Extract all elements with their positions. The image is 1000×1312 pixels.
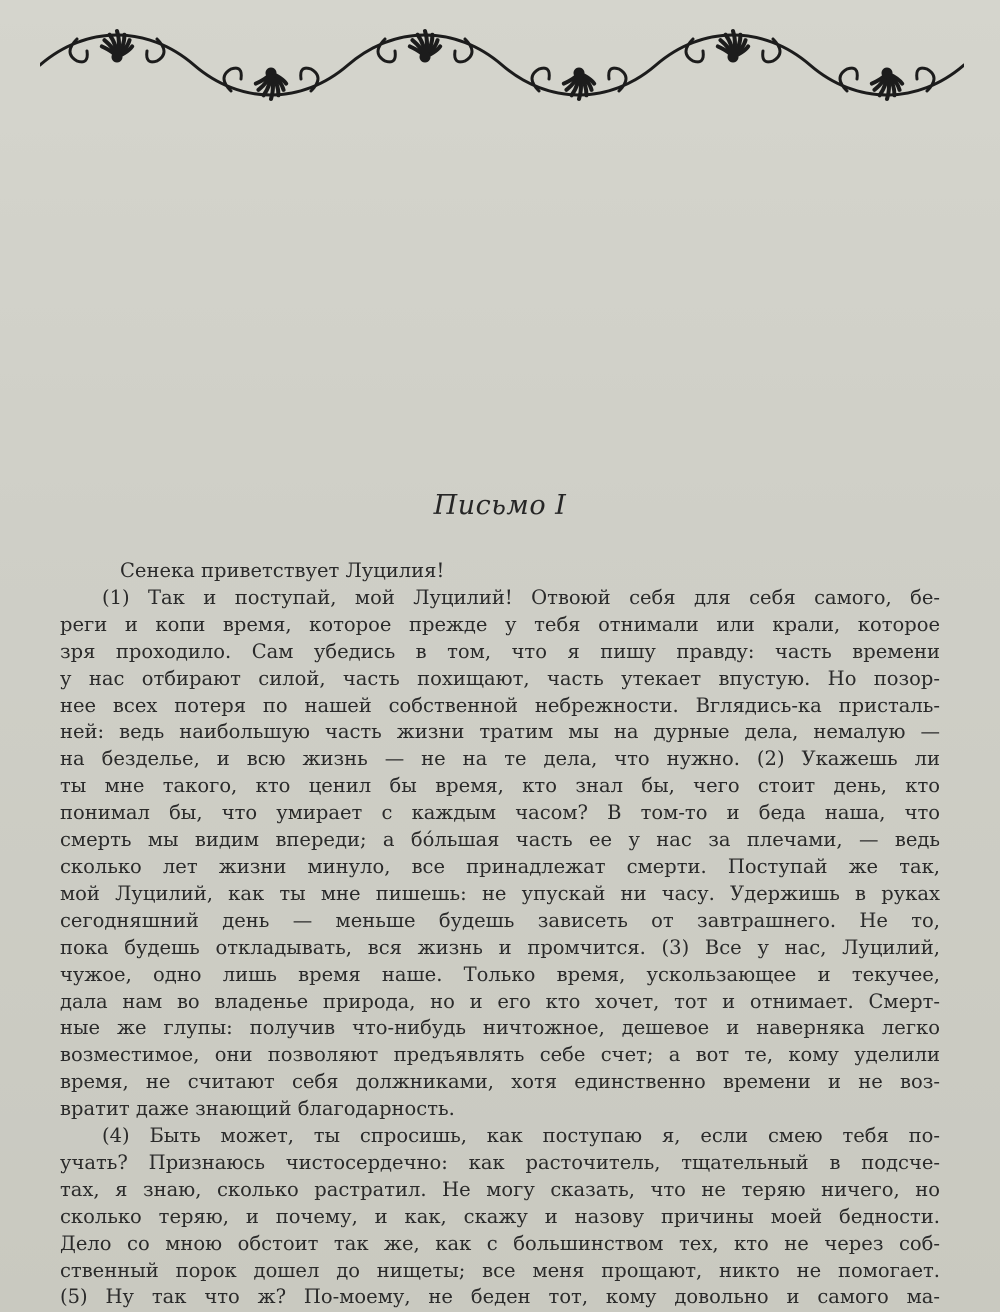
- text-line: ты мне такого, кто ценил бы время, кто знал бы, чего стоит день, кто: [60, 774, 940, 798]
- text-line: нее всех потеря по нашей собственной небрежности. Вглядись-ка присталь-: [60, 693, 940, 717]
- text-line: (1) Так и поступай, мой Луцилий! Отвоюй себя для себя самого, бе-: [102, 585, 940, 609]
- text-line: (4) Быть может, ты спросишь, как поступаю я, если смею тебя по-: [102, 1124, 940, 1148]
- text-line: сколько теряю, и почему, и как, скажу и назову причины моей бедности.: [60, 1204, 940, 1228]
- palmette-scroll-border-icon: [40, 10, 964, 120]
- text-line: Дело со мною обстоит так же, как с большинством тех, кто не через соб-: [60, 1231, 940, 1255]
- text-line: мой Луцилий, как ты мне пишешь: не упускай ни часу. Удержишь в руках: [60, 881, 940, 905]
- text-line: на безделье, и всю жизнь — не на те дела, что нужно. (2) Укажешь ли: [60, 747, 940, 771]
- text-line: ственный порок дошел до нищеты; все меня прощают, никто не помогает.: [60, 1258, 940, 1282]
- greeting-line: Сенека приветствует Луцилия!: [120, 559, 445, 582]
- text-line: у нас отбирают силой, часть похищают, часть утекает впустую. Но позор-: [60, 666, 940, 690]
- text-line: сколько лет жизни минуло, все принадлежат смерти. Поступай же так,: [60, 854, 940, 878]
- text-line: время, не считают себя должниками, хотя единственно времени и не воз-: [60, 1070, 940, 1094]
- text-line: чужое, одно лишь время наше. Только время, ускользающее и текучее,: [60, 962, 940, 986]
- text-line: тах, я знаю, сколько растратил. Не могу сказать, что не теряю ничего, но: [60, 1177, 940, 1201]
- text-line: пока будешь откладывать, вся жизнь и промчится. (3) Все у нас, Луцилий,: [60, 935, 940, 959]
- letter-body: [60, 558, 940, 1311]
- text-line: ней: ведь наибольшую часть жизни тратим мы на дурные дела, немалую —: [60, 720, 940, 744]
- text-line: возместимое, они позволяют предъявлять себе счет; а вот те, кому уделили: [60, 1043, 940, 1067]
- text-line: реги и копи время, которое прежде у тебя отнимали или крали, которое: [60, 612, 940, 636]
- text-line: учать? Признаюсь чистосердечно: как расточитель, тщательный в подсче-: [60, 1150, 940, 1174]
- text-line: (5) Ну так что ж? По-моему, не беден тот, кому довольно и самого ма-: [60, 1285, 940, 1309]
- text-line: сегодняшний день — меньше будешь зависеть от завтрашнего. Не то,: [60, 908, 940, 932]
- chapter-title: Письмо I: [433, 490, 567, 521]
- text-line: смерть мы видим впереди; а бо́льшая часть ее у нас за плечами, — ведь: [60, 828, 940, 852]
- text-line: вратит даже знающий благодарность.: [60, 1097, 455, 1121]
- text-line: ные же глупы: получив что-нибудь ничтожное, дешевое и наверняка легко: [60, 1016, 940, 1040]
- text-line: понимал бы, что умирает с каждым часом? В том-то и беда наша, что: [60, 801, 940, 825]
- text-line: дала нам во владенье природа, но и его кто хочет, тот и отнимает. Смерт-: [60, 989, 940, 1013]
- text-line: зря проходило. Сам убедись в том, что я пишу правду: часть времени: [60, 639, 940, 663]
